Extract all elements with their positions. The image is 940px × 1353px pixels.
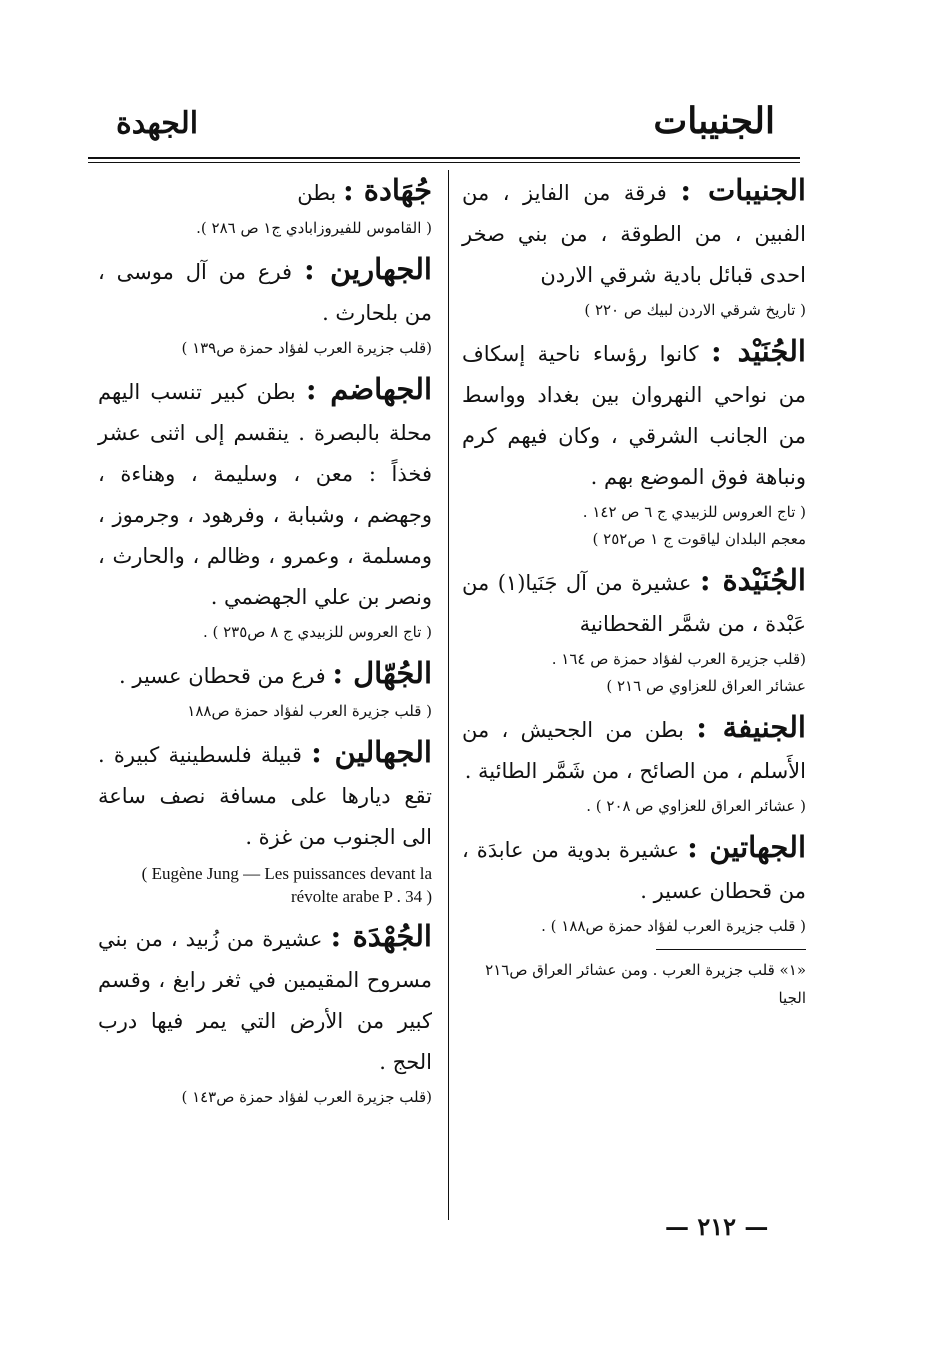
entry-reference: ( تاريخ شرقي الاردن لبيك ص ٢٢٠ ) [584, 301, 806, 319]
footnote-rule [656, 949, 806, 950]
entry-reference: ( قلب جزيرة العرب لفؤاد حمزة ص١٨٨ ) . [541, 917, 806, 935]
entry-headword: الجنيبات : [680, 173, 806, 207]
entry [98, 369, 432, 645]
entry-reference: ( تاج العروس للزبيدي ج ٦ ص ١٤٢ . [582, 503, 806, 521]
entry-headword: الجنيفة : [696, 710, 806, 744]
entry-reference: (قلب جزيرة العرب لفؤاد حمزة ص ١٦٤ . [551, 650, 806, 668]
entry [98, 732, 432, 908]
entry-headword: جُهَادة : [342, 173, 432, 207]
right-column [462, 170, 806, 1012]
header-rule [88, 157, 800, 159]
entry-reference: ( قلب جزيرة العرب لفؤاد حمزة ص١٨٨ [187, 702, 432, 720]
entry-headword: الجهالين : [311, 735, 432, 769]
entry [98, 249, 432, 361]
entry-definition: قبيلة فلسطينية كبيرة . تقع ديارها على مسافة نصف ساعة الى الجنوب من غزة . [98, 743, 432, 849]
entry-headword: الجهاضم : [305, 372, 432, 406]
entry-reference: (قلب جزيرة العرب لفؤاد حمزة ص١٣٩ ) [181, 339, 432, 357]
entry-reference: ( تاج العروس للزبيدي ج ٨ ص٢٣٥ ) . [202, 623, 432, 641]
left-column [98, 170, 432, 1118]
entry-definition: كانوا رؤساء ناحية إسكاف من نواحي النهروان بين بغداد وواسط من الجانب الشرقي ، وكان فيهم كرم ونباهة فوق الموضع بهم . [462, 342, 806, 489]
entry-definition: فرع من قحطان عسير . [119, 664, 326, 688]
entry-definition: بطن من الجحيش ، من الأَسلم ، من الصائح ، من شَمَّر الطائية . [462, 718, 806, 783]
entry [98, 653, 432, 724]
entry-definition: فرع من آل موسى ، من بلحارث . [98, 260, 432, 325]
page-number: — ٢١٢ — [665, 1212, 769, 1241]
entry [462, 331, 806, 552]
entry [462, 560, 806, 699]
entry [98, 170, 432, 241]
entry-reference-latin: ( Eugène Jung — Les puissances devant la révolte arabe P . 34 ) [141, 864, 432, 906]
entry-headword: الجُنَيْد : [711, 334, 806, 368]
entry-definition: عشيرة من زُبيد ، من بني مسروح المقيمين في ثغر رابغ ، وقسم كبير من الأرض التي يمر فيها درب الحج . [98, 927, 432, 1074]
entry-headword: الجُهّال : [332, 656, 432, 690]
entry [462, 707, 806, 819]
entry-definition: فرقة من الفايز ، من الفبين ، من الطوقة ، من بني صخر احدى قبائل بادية شرقي الاردن [462, 181, 806, 287]
footnote: «١» قلب جزيرة العرب . ومن عشائر العراق ص٢١٦ الجيا [485, 961, 806, 1007]
entry [98, 916, 432, 1110]
entry-definition: بطن كبير تنسب اليهم محلة بالبصرة . ينقسم إلى اثنى عشر فخذاً : معن ، وسليمة ، وهناءة ، وجهضم ، وشبابة ، وفرهود ، وجرموز ، ومسلمة ، وعمرو ، وظالم ، والحارث ، ونصر بن علي الجهضمي . [98, 380, 432, 609]
entry-definition: بطن [297, 181, 337, 205]
running-head-left: الجهدة [116, 106, 199, 141]
running-head-right: الجنيبات [653, 100, 775, 142]
entry-reference: ( عشائر العراق للعزاوي ص ٢٠٨ ) . [586, 797, 806, 815]
header-rule-thin [88, 162, 800, 163]
entry [462, 170, 806, 323]
entry-reference: عشائر العراق للعزاوي ص ٢١٦ ) [606, 677, 806, 695]
entry [462, 827, 806, 939]
entry-definition: عشيرة بدوية من عابدَة ، من قحطان عسير . [462, 838, 806, 903]
entry-headword: الجهارين : [303, 252, 432, 286]
entry-reference: (قلب جزيرة العرب لفؤاد حمزة ص١٤٣ ) [181, 1088, 432, 1106]
entry-reference: معجم البلدان لياقوت ج ١ ص٢٥٢ ) [592, 530, 806, 548]
entry-reference: ( القاموس للفيروزابادي ج١ ص ٢٨٦ ). [196, 219, 432, 237]
entry-headword: الجُنَيْدة : [699, 563, 806, 597]
entry-headword: الجهاتين : [687, 830, 806, 864]
column-separator [448, 170, 449, 1220]
entry-definition: عشيرة من آل جَنَيا(١) من عَبْدة ، من شمَّر القحطانية [462, 571, 806, 636]
entry-headword: الجُهْدَة : [330, 919, 432, 953]
